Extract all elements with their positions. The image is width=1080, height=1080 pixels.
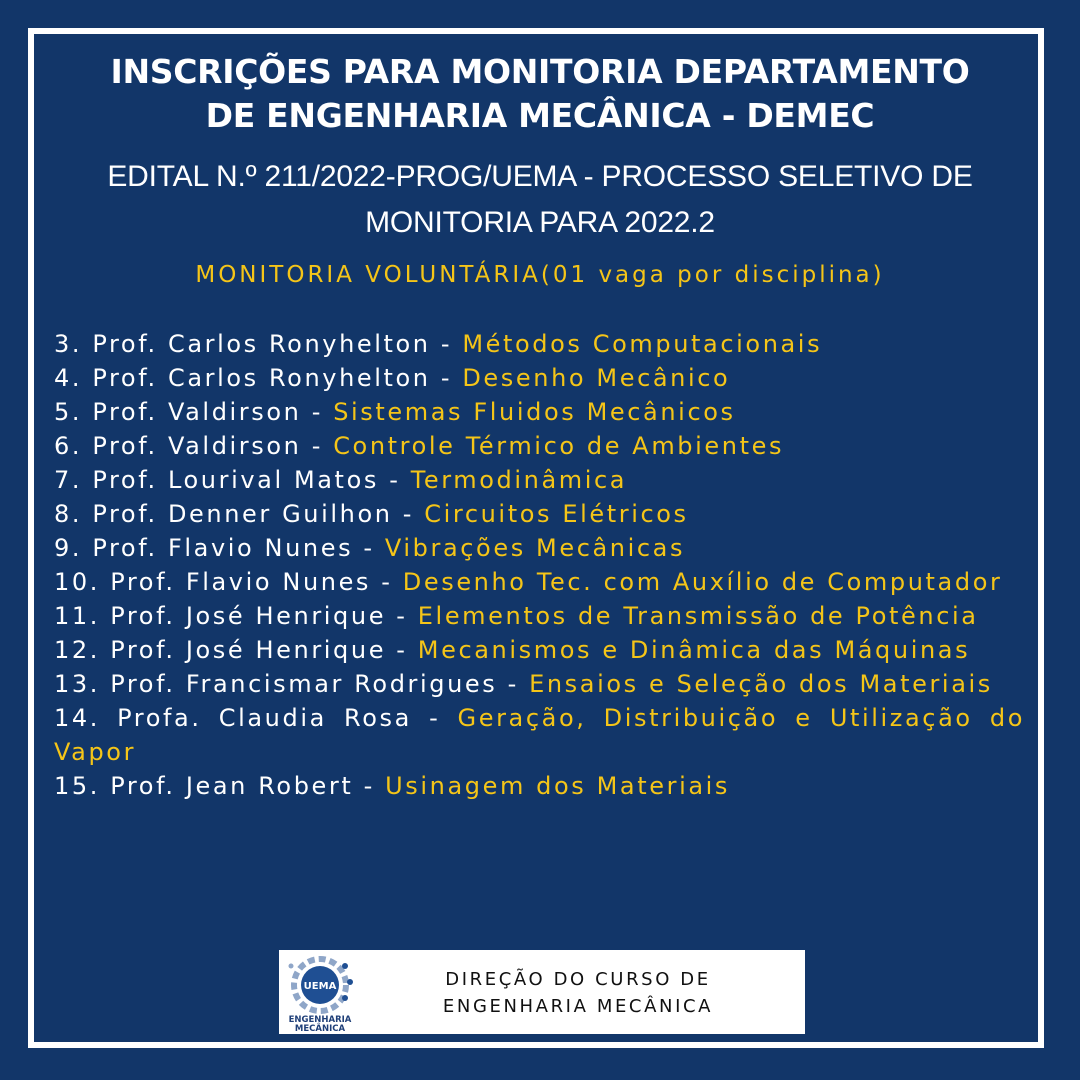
item-subject: Circuitos Elétricos xyxy=(424,500,689,528)
title-line-1: INSCRIÇÕES PARA MONITORIA DEPARTAMENTO xyxy=(110,52,970,91)
footer-line-2: ENGENHARIA MECÂNICA xyxy=(442,996,714,1017)
item-professor: 11. Prof. José Henrique - xyxy=(54,602,418,630)
footer-card xyxy=(279,950,805,1034)
item-subject: Termodinâmica xyxy=(410,466,628,494)
list-item xyxy=(54,395,1025,429)
title-line-2: DE ENGENHARIA MECÂNICA - DEMEC xyxy=(205,96,875,135)
footer-line-1: DIREÇÃO DO CURSO DE xyxy=(445,969,711,990)
item-professor: 15. Prof. Jean Robert - xyxy=(54,772,386,800)
item-professor: 12. Prof. José Henrique - xyxy=(54,636,418,664)
item-subject: Desenho Mecânico xyxy=(462,364,731,392)
subtitle-line-1: EDITAL N.º 211/2022-PROG/UEMA - PROCESSO SELETIVO DE xyxy=(107,160,973,193)
list-item xyxy=(54,769,1025,803)
list-item xyxy=(54,327,1025,361)
section-title: MONITORIA VOLUNTÁRIA(01 vaga por disciplina) xyxy=(195,262,885,288)
uema-engineering-logo xyxy=(281,952,359,1032)
item-subject: Geração, Distribuição e Utilização do Vapor xyxy=(54,704,1025,766)
item-subject: Desenho Tec. com Auxílio de Computador xyxy=(402,568,1003,596)
item-subject: Sistemas Fluidos Mecânicos xyxy=(333,398,736,426)
item-professor: 3. Prof. Carlos Ronyhelton - xyxy=(54,330,463,358)
item-subject: Controle Térmico de Ambientes xyxy=(333,432,785,460)
item-professor: 8. Prof. Denner Guilhon - xyxy=(54,500,425,528)
list-item xyxy=(54,361,1025,395)
item-subject: Elementos de Transmissão de Potência xyxy=(417,602,979,630)
item-subject: Mecanismos e Dinâmica das Máquinas xyxy=(417,636,971,664)
list-item xyxy=(54,497,1025,531)
list-item xyxy=(54,633,1025,667)
item-subject: Usinagem dos Materiais xyxy=(385,772,731,800)
list-item xyxy=(54,565,1025,599)
discipline-list xyxy=(54,327,1025,803)
list-item xyxy=(54,531,1025,565)
item-professor: 7. Prof. Lourival Matos - xyxy=(54,466,411,494)
logo-text-engenharia: ENGENHARIA xyxy=(288,1015,352,1025)
logo-text-uema: UEMA xyxy=(303,981,337,992)
item-professor: 4. Prof. Carlos Ronyhelton - xyxy=(54,364,463,392)
footer-text xyxy=(363,966,793,1020)
page-title xyxy=(40,50,1040,138)
item-professor: 6. Prof. Valdirson - xyxy=(54,432,334,460)
item-professor: 9. Prof. Flavio Nunes - xyxy=(54,534,385,562)
list-item xyxy=(54,599,1025,633)
item-professor: 10. Prof. Flavio Nunes - xyxy=(54,568,403,596)
list-item xyxy=(54,463,1025,497)
list-item xyxy=(54,429,1025,463)
item-subject: Vibrações Mecânicas xyxy=(384,534,686,562)
list-item xyxy=(54,667,1025,701)
edital-subtitle xyxy=(40,154,1040,246)
logo-text-mecanica: MECÂNICA xyxy=(294,1024,346,1032)
item-subject: Ensaios e Seleção dos Materiais xyxy=(529,670,993,698)
item-subject: Métodos Computacionais xyxy=(462,330,823,358)
list-item xyxy=(54,701,1025,769)
item-professor: 5. Prof. Valdirson - xyxy=(54,398,334,426)
item-professor: 13. Prof. Francismar Rodrigues - xyxy=(54,670,530,698)
item-professor: 14. Profa. Claudia Rosa - xyxy=(54,704,458,732)
subtitle-line-2: MONITORIA PARA 2022.2 xyxy=(365,206,715,239)
